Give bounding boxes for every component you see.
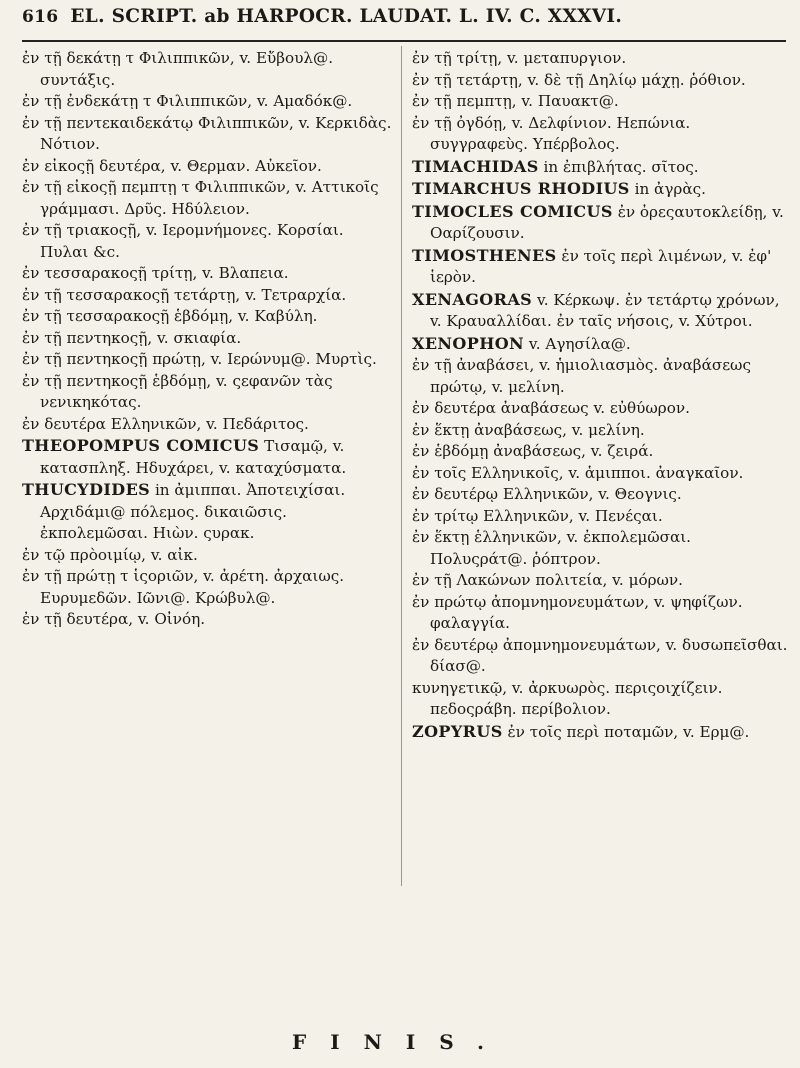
index-entry: [412, 398, 790, 420]
index-entry: [412, 289, 790, 333]
entry-text: ἐν τῇ δεκάτῃ τ Φιλιππικῶν, v. Εὔβουλ@. συντάξις.: [22, 49, 334, 89]
index-entry: [22, 414, 392, 436]
index-entry: [22, 156, 392, 178]
index-entry: [412, 420, 790, 442]
entry-text: ἐν δευτέρα Ελληνικῶν, v. Πεδάριτος.: [22, 414, 309, 433]
entry-text: ἐν δευτέρῳ ἀπομνημονευμάτων, v. δυσωπεῖσθαι. δίασ@.: [412, 635, 788, 675]
entry-text: ἐν δευτέρῳ Ελληνικῶν, v. Θεογνις.: [412, 485, 682, 503]
author-name: XENAGORAS: [412, 289, 533, 309]
author-name: TIMACHIDAS: [412, 156, 539, 176]
index-entry: [412, 91, 790, 113]
page-number: 616: [22, 7, 59, 27]
entry-text: ἐν τῇ Λακώνων πολιτεία, v. μόρων.: [412, 571, 683, 589]
entry-text: ἐν τῇ ἀναβάσει, v. ἡμιολιασμὸς. ἀναβάσεως πρώτῳ, v. μελίνη.: [412, 356, 751, 396]
index-entry: [412, 635, 790, 678]
entry-text: ἐν ὀρεςαυτοκλείδῃ, v. Οαρίζουσιν.: [430, 202, 784, 242]
header-rule: [22, 40, 786, 42]
entry-text: ἐν τῇ ἐνδεκάτῃ τ Φιλιππικῶν, v. Αμαδόκ@.: [22, 92, 353, 110]
entry-text: ἐν εἰκοςῇ δευτέρα, v. Θερμαν. Αὐκεῖον.: [22, 156, 322, 175]
author-name: XENOPHON: [412, 333, 525, 353]
index-entry: [22, 48, 392, 91]
entry-text: ἐν τῇ πρώτῃ τ ἱςοριῶν, v. ἀρέτη. ἀρχαιως. Ευρυμεδῶν. Ιῶνι@. Κρώβυλ@.: [22, 567, 345, 607]
finis: FINIS.: [292, 1030, 508, 1054]
index-entry: [412, 678, 790, 721]
index-entry: [22, 435, 392, 479]
index-entry: [22, 479, 392, 545]
entry-text: ἐν τεσσαρακοςῇ τρίτῃ, v. Βλαπεια.: [22, 264, 289, 282]
entry-text: v. Κέρκωψ. ἐν τετάρτῳ χρόνων, v. Κραυαλλίδαι. ἐν ταῖς νήσοις, v. Χύτροι.: [430, 290, 780, 330]
index-entry: [22, 285, 392, 307]
entry-text: ἐν τῇ πεμπτῃ, v. Παυακτ@.: [412, 92, 619, 110]
author-name: TIMOCLES COMICUS: [412, 201, 613, 221]
entry-text: ἐν τῇ δευτέρα, v. Οἰνόη.: [22, 610, 206, 628]
entry-text: ἐν τρίτῳ Ελληνικῶν, v. Πενέςαι.: [412, 506, 663, 525]
author-name: THUCYDIDES: [22, 480, 151, 499]
entry-text: ἐν τῇ πεντηκοςῇ, v. σκιαφία.: [22, 328, 242, 347]
author-name: ZOPYRUS: [412, 721, 503, 741]
index-entry: [22, 306, 392, 328]
index-entry: [412, 48, 790, 70]
index-entry: [412, 355, 790, 398]
index-entry: [412, 245, 790, 289]
entry-text: ἐν τῇ τρίτῃ, v. μεταπυργιον.: [412, 49, 627, 67]
index-entry: [22, 220, 392, 263]
entry-text: ἐν τῇ τετάρτῃ, v. δὲ τῇ Δηλίῳ μάχῃ. ῥόθιον.: [412, 70, 746, 89]
entry-text: ἐν τῇ τεσσαρακοςῇ τετάρτῃ, v. Τετραρχία.: [22, 285, 347, 304]
index-entry: [22, 328, 392, 350]
entry-text: in ἀγρὰς.: [634, 180, 706, 198]
index-entry: [412, 463, 790, 485]
index-entry: [22, 371, 392, 414]
entry-text: ἐν τῷ πρὸοιμίῳ, v. αἰκ.: [22, 545, 198, 564]
entry-text: ἐν τῇ πεντηκοςῇ πρώτῃ, v. Ιερώνυμ@. Μυρτὶς.: [22, 350, 377, 368]
index-entry: [22, 177, 392, 220]
index-entry: [22, 263, 392, 285]
index-entry: [412, 201, 790, 245]
entry-text: ἐν τῇ εἰκοςῇ πεμπτῃ τ Φιλιππικῶν, v. Αττικοῖς γράμμασι. Δρῦς. Ηδύλειον.: [22, 178, 379, 218]
index-entry: [412, 113, 790, 156]
author-name: TIMOSTHENES: [412, 245, 557, 265]
entry-text: ἐν τῇ τριακοςῇ, v. Ιερομνήμονες. Κορσίαι. Πυλαι &c.: [22, 221, 344, 261]
entry-text: Τισαμῷ, v. κατασπληξ. Ηδυχάρει, v. καταχύσματα.: [40, 437, 347, 477]
index-entry: [22, 545, 392, 567]
entry-text: ἐν τῇ πεντηκοςῇ ἑβδόμῃ, v. ςεφανῶν τὰς νενικηκότας.: [22, 371, 333, 411]
entry-text: ἐν τοῖς περὶ ποταμῶν, v. Ερμ@.: [507, 722, 750, 741]
entry-text: ἐν ἕκτῃ ἀναβάσεως, v. μελίνη.: [412, 420, 645, 439]
index-entry: [412, 156, 790, 179]
index-entry: [412, 484, 790, 506]
index-entry: [412, 70, 790, 92]
index-entry: [412, 506, 790, 528]
index-entry: [412, 333, 790, 356]
entry-text: ἐν τῇ ὀγδόῃ, v. Δελφίνιον. Ηεπώνια. συγγραφεὺς. Υπέρβολος.: [412, 113, 691, 153]
entry-text: ἐν πρώτῳ ἀπομνημονευμάτων, v. ψηφίζων. φαλαγγία.: [412, 592, 743, 632]
entry-text: in ἀμιππαι. Ἀποτειχίσαι. Αρχιδάμι@ πόλεμος. δικαιῶσις. ἐκπολεμῶσαι. Ηιὼν. ςυρακ.: [40, 481, 346, 542]
entry-text: ἐν τῇ τεσσαρακοςῇ ἑβδόμῃ, v. Καβύλη.: [22, 307, 318, 325]
index-entry: [22, 113, 392, 156]
entry-text: ἐν τοῖς Ελληνικοῖς, v. ἁμιπποι. ἀναγκαῖον.: [412, 463, 744, 482]
index-entry: [22, 349, 392, 371]
entry-text: ἐν τῇ πεντεκαιδεκάτῳ Φιλιππικῶν, v. Κερκιδὰς. Νότιον.: [22, 113, 392, 153]
entry-text: κυνηγετικῷ, v. ἀρκυωρὸς. περιςοιχίζειν. πεδοςράβη. περίβολιον.: [412, 678, 723, 718]
index-entry: [412, 527, 790, 570]
entry-text: ἐν τοῖς περὶ λιμένων, v. ἐφ' ἱερὸν.: [430, 246, 772, 286]
author-name: TIMARCHUS RHODIUS: [412, 179, 630, 198]
left-column: [22, 48, 392, 631]
entry-text: ἐν δευτέρα ἀναβάσεως v. εὐθύωρον.: [412, 399, 690, 417]
column-divider: [401, 46, 402, 886]
entry-text: ἐν ἑβδόμῃ ἀναβάσεως, v. ζειρά.: [412, 442, 654, 460]
index-entry: [412, 441, 790, 463]
right-column: [412, 48, 790, 743]
index-entry: [22, 91, 392, 113]
index-entry: [412, 592, 790, 635]
index-entry: [412, 570, 790, 592]
index-entry: [22, 609, 392, 631]
entry-text: in ἐπιβλήτας. σῖτος.: [543, 157, 699, 176]
page-header: [22, 6, 786, 40]
entry-text: ἐν ἕκτῃ ἑλληνικῶν, v. ἐκπολεμῶσαι. Πολυςράτ@. ῥόπτρον.: [412, 528, 691, 568]
running-title: EL. SCRIPT. ab HARPOCR. LAUDAT. L. IV. C. XXXVI.: [70, 6, 623, 27]
index-entry: [22, 566, 392, 609]
index-entry: [412, 178, 790, 201]
author-name: THEOPOMPUS COMICUS: [22, 436, 260, 455]
entry-text: v. Αγησίλα@.: [528, 334, 631, 353]
index-entry: [412, 721, 790, 744]
